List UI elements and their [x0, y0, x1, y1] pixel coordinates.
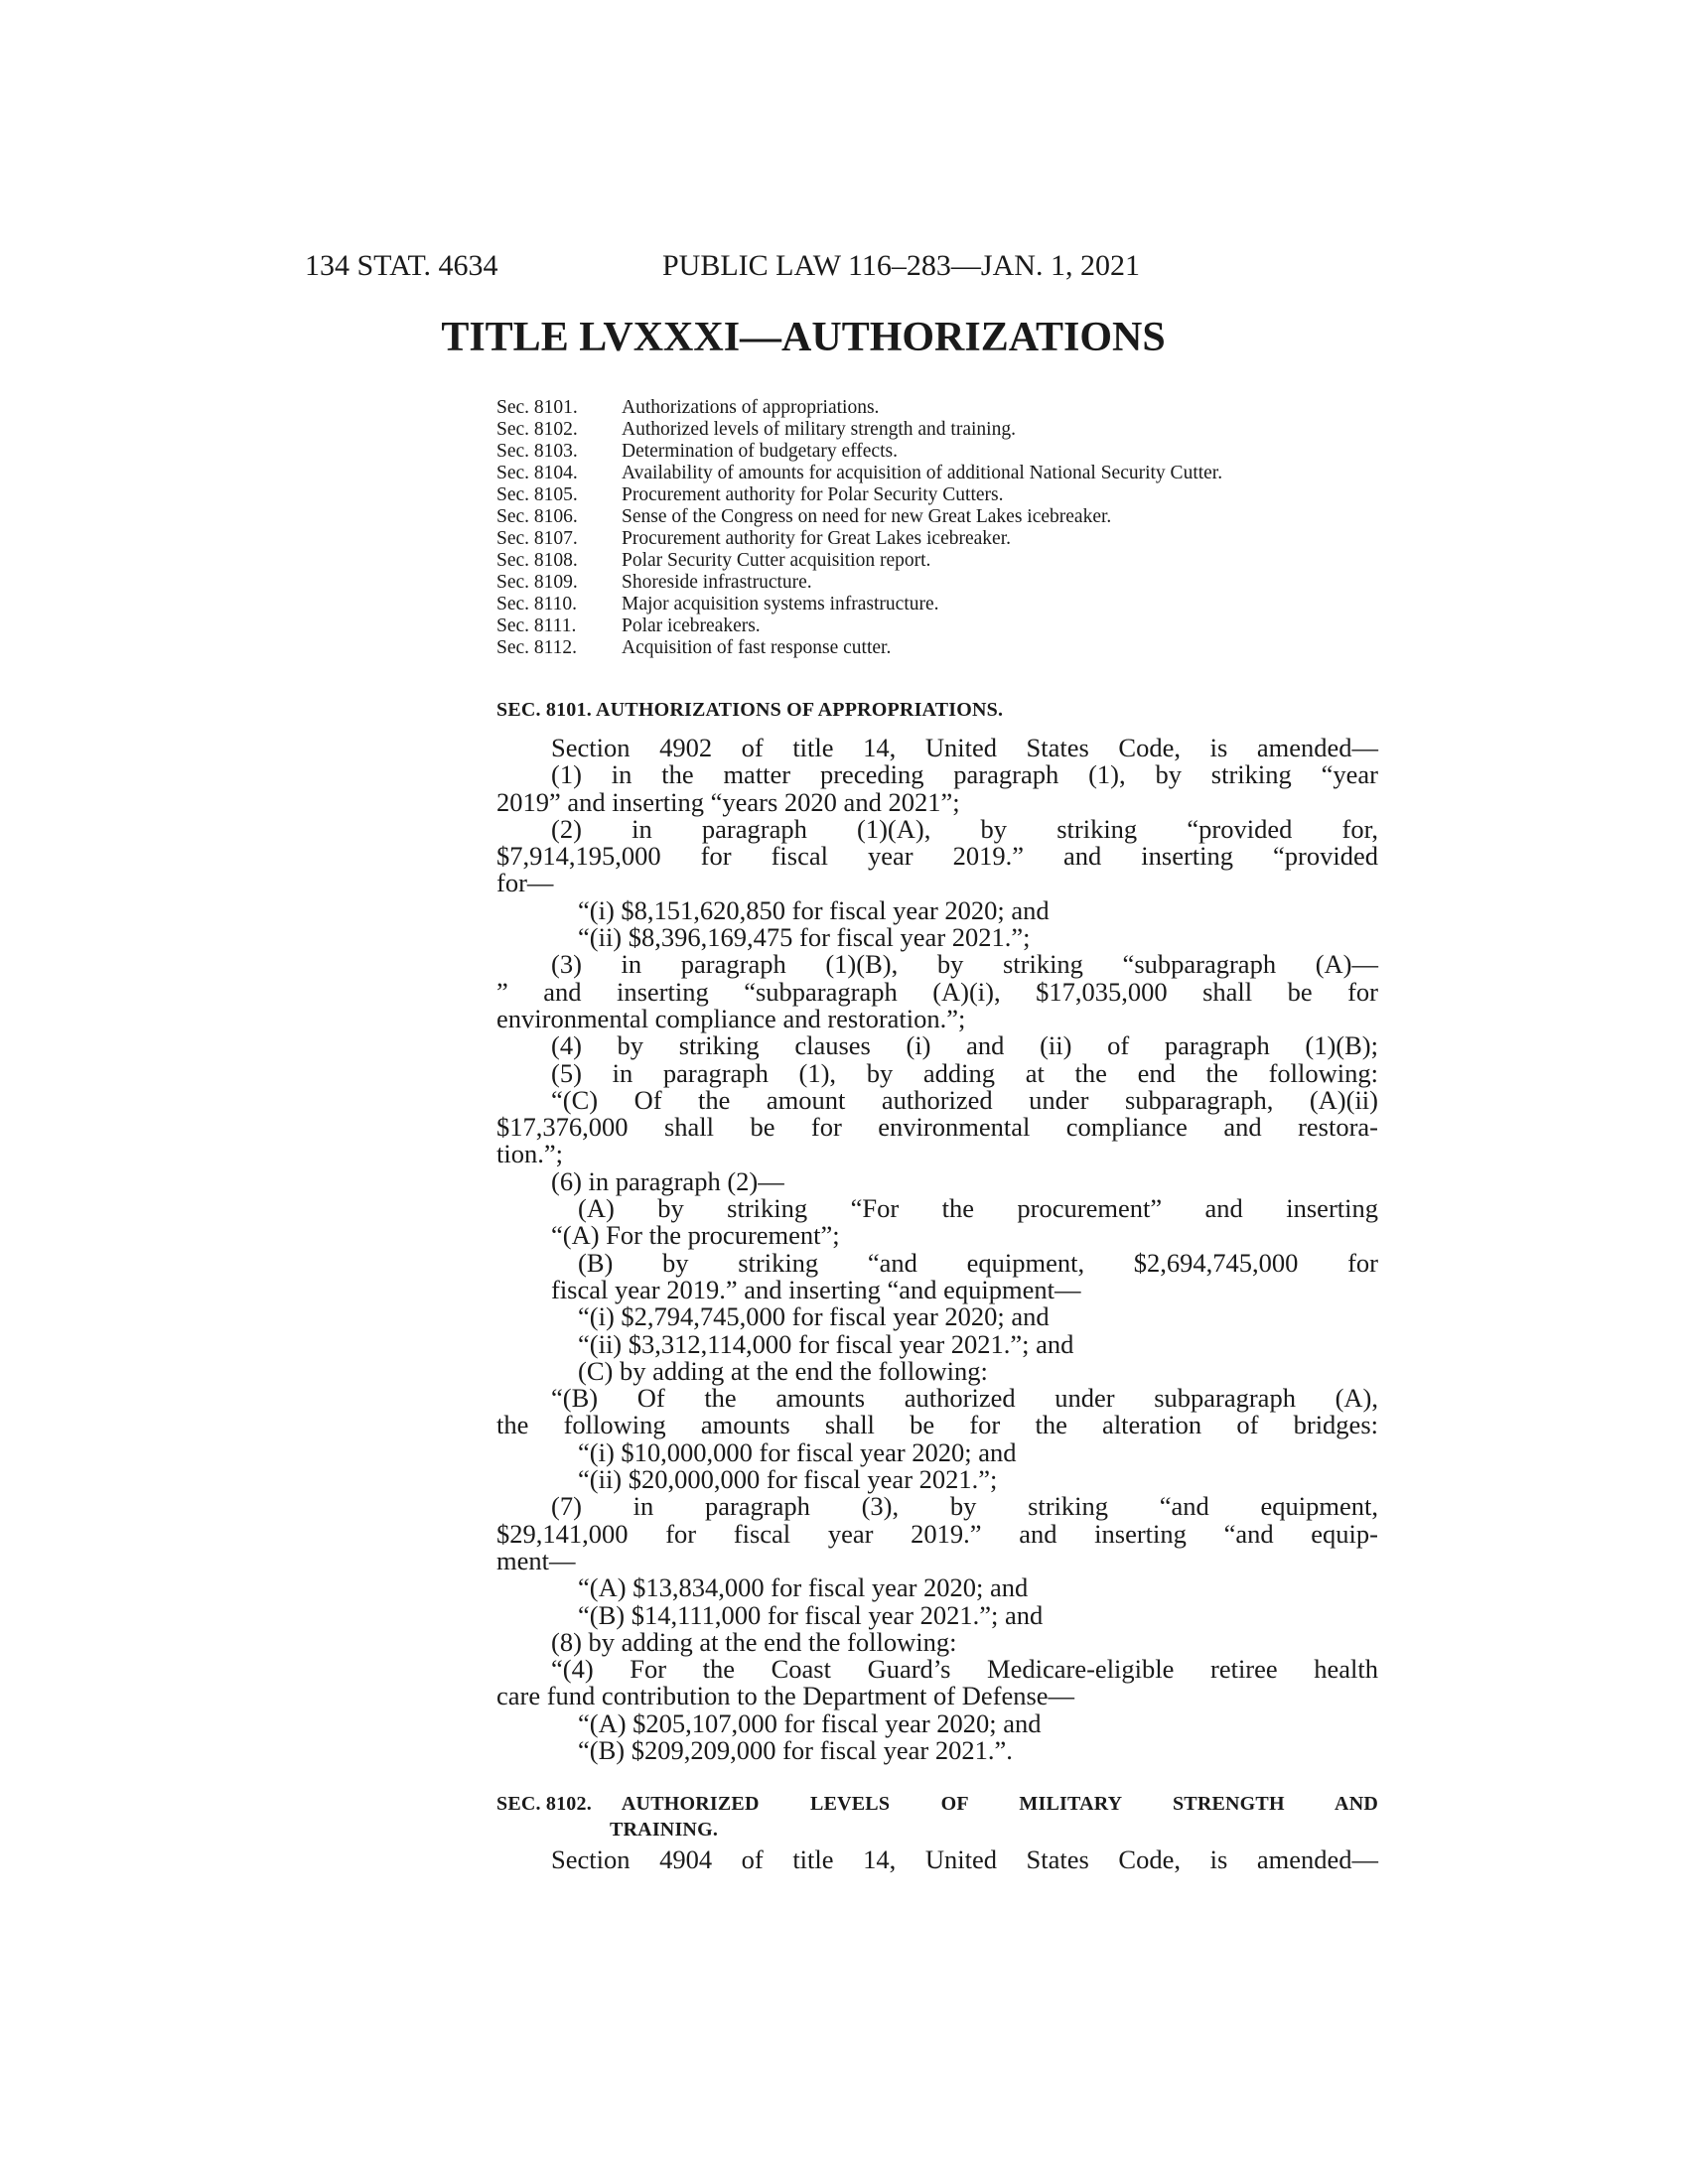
toc-section-number: Sec. 8104. [496, 463, 578, 483]
body-line: “(ii) $3,312,114,000 for fiscal year 2021.”; and [578, 1328, 1074, 1359]
toc-section-number: Sec. 8107. [496, 528, 578, 549]
section-8102-label: SEC. 8102. [496, 1793, 592, 1815]
body-line: for— [496, 868, 554, 898]
section-8102-heading [496, 1791, 1378, 1843]
body-line: (5) in paragraph (1), by adding at the end the following: [551, 1057, 1378, 1088]
body-line: (8) by adding at the end the following: [551, 1626, 957, 1657]
toc-entry [496, 419, 1378, 441]
body-line: (2) in paragraph (1)(A), by striking “provided for, [551, 813, 1378, 844]
body-line: “(B) $209,209,000 for fiscal year 2021.”. [578, 1734, 1013, 1765]
toc-section-number: Sec. 8110. [496, 594, 578, 614]
body-line: ” and inserting “subparagraph (A)(i), $17,035,000 shall be for [496, 976, 1378, 1007]
body-line: “(B) $14,111,000 for fiscal year 2021.”; and [578, 1599, 1044, 1630]
body-line: $17,376,000 shall be for environmental compliance and restora- [496, 1112, 1378, 1143]
table-of-contents [496, 397, 1378, 659]
body-line: “(A) $13,834,000 for fiscal year 2020; and [578, 1572, 1029, 1603]
body-line: 2019” and inserting “years 2020 and 2021”; [496, 786, 960, 817]
section-8102-title-part1: AUTHORIZED LEVELS OF MILITARY STRENGTH AND [621, 1793, 1378, 1815]
toc-section-title: Polar icebreakers. [622, 615, 761, 636]
toc-section-number: Sec. 8106. [496, 506, 578, 527]
body-line: (4) by striking clauses (i) and (ii) of paragraph (1)(B); [551, 1030, 1378, 1061]
section-8101-heading: SEC. 8101. AUTHORIZATIONS OF APPROPRIATIONS. [496, 699, 1004, 721]
toc-section-number: Sec. 8102. [496, 419, 578, 440]
toc-section-title: Polar Security Cutter acquisition report. [622, 550, 931, 571]
body-line: “(ii) $20,000,000 for fiscal year 2021.”; [578, 1464, 998, 1495]
running-header [305, 249, 1200, 289]
body-line: “(4) For the Coast Guard’s Medicare-eligible retiree health [551, 1654, 1378, 1685]
toc-section-number: Sec. 8108. [496, 550, 578, 571]
body-line: (C) by adding at the end the following: [578, 1355, 988, 1386]
toc-entry [496, 637, 1378, 659]
toc-entry [496, 572, 1378, 594]
toc-entry [496, 615, 1378, 637]
body-line: care fund contribution to the Department of Defense— [496, 1681, 1075, 1711]
body-line: “(A) For the procurement”; [551, 1220, 840, 1251]
toc-section-title: Determination of budgetary effects. [622, 441, 898, 462]
body-line: $7,914,195,000 for fiscal year 2019.” and inserting “provided [496, 841, 1378, 872]
toc-section-number: Sec. 8111. [496, 615, 577, 636]
toc-section-number: Sec. 8101. [496, 397, 578, 418]
toc-entry [496, 484, 1378, 506]
toc-section-title: Shoreside infrastructure. [622, 572, 812, 593]
toc-section-title: Acquisition of fast response cutter. [622, 637, 892, 658]
body-line: (3) in paragraph (1)(B), by striking “subparagraph (A)— [551, 949, 1378, 980]
section-8102-heading-line1 [496, 1791, 1378, 1817]
toc-section-title: Availability of amounts for acquisition of additional National Security Cutter. [622, 463, 1223, 483]
toc-entry [496, 506, 1378, 528]
toc-section-title: Major acquisition systems infrastructure. [622, 594, 939, 614]
toc-section-title: Sense of the Congress on need for new Great Lakes icebreaker. [622, 506, 1112, 527]
body-line: (7) in paragraph (3), by striking “and equipment, [551, 1491, 1378, 1522]
section-8102-first-line: Section 4904 of title 14, United States Code, is amended— [551, 1844, 1378, 1874]
toc-section-title: Procurement authority for Great Lakes icebreaker. [622, 528, 1011, 549]
toc-entry [496, 463, 1378, 484]
toc-entry [496, 550, 1378, 572]
body-line: “(i) $10,000,000 for fiscal year 2020; and [578, 1436, 1017, 1467]
body-line: tion.”; [496, 1139, 563, 1169]
statute-page-number: 134 STAT. 4634 [305, 249, 498, 282]
toc-section-number: Sec. 8103. [496, 441, 578, 462]
toc-entry [496, 528, 1378, 550]
section-8102-title-part2: TRAINING. [610, 1819, 719, 1841]
body-line: environmental compliance and restoration.”; [496, 1003, 966, 1033]
body-line: ment— [496, 1545, 576, 1575]
toc-entry [496, 441, 1378, 463]
body-line: $29,141,000 for fiscal year 2019.” and inserting “and equip- [496, 1518, 1378, 1549]
body-line: “(A) $205,107,000 for fiscal year 2020; and [578, 1707, 1042, 1738]
body-line: (A) by striking “For the procurement” and inserting [578, 1193, 1378, 1224]
body-line: (B) by striking “and equipment, $2,694,745,000 for [578, 1247, 1378, 1278]
body-line: “(C) Of the amount authorized under subparagraph, (A)(ii) [551, 1084, 1378, 1115]
section-8101-body [496, 733, 1378, 1765]
body-line: “(i) $8,151,620,850 for fiscal year 2020; and [578, 894, 1050, 925]
body-line: (6) in paragraph (2)— [551, 1165, 784, 1196]
title-heading: TITLE LVXXXI—AUTHORIZATIONS [441, 315, 1166, 360]
toc-section-title: Authorizations of appropriations. [622, 397, 880, 418]
public-law-citation: PUBLIC LAW 116–283—JAN. 1, 2021 [662, 249, 1140, 282]
body-line: Section 4902 of title 14, United States Code, is amended— [551, 733, 1378, 762]
body-line: “(B) Of the amounts authorized under subparagraph (A), [551, 1383, 1378, 1414]
toc-section-number: Sec. 8105. [496, 484, 578, 505]
toc-section-number: Sec. 8109. [496, 572, 578, 593]
toc-entry [496, 397, 1378, 419]
toc-section-title: Authorized levels of military strength and training. [622, 419, 1016, 440]
body-line: “(i) $2,794,745,000 for fiscal year 2020; and [578, 1301, 1050, 1332]
toc-section-title: Procurement authority for Polar Security Cutters. [622, 484, 1004, 505]
body-line: fiscal year 2019.” and inserting “and equipment— [551, 1274, 1081, 1304]
toc-section-number: Sec. 8112. [496, 637, 578, 658]
section-8102-body [551, 1846, 1378, 1873]
toc-entry [496, 594, 1378, 615]
body-line: (1) in the matter preceding paragraph (1), by striking “year [551, 759, 1378, 790]
body-line: “(ii) $8,396,169,475 for fiscal year 2021.”; [578, 922, 1031, 953]
body-line: the following amounts shall be for the alteration of bridges: [496, 1410, 1378, 1440]
